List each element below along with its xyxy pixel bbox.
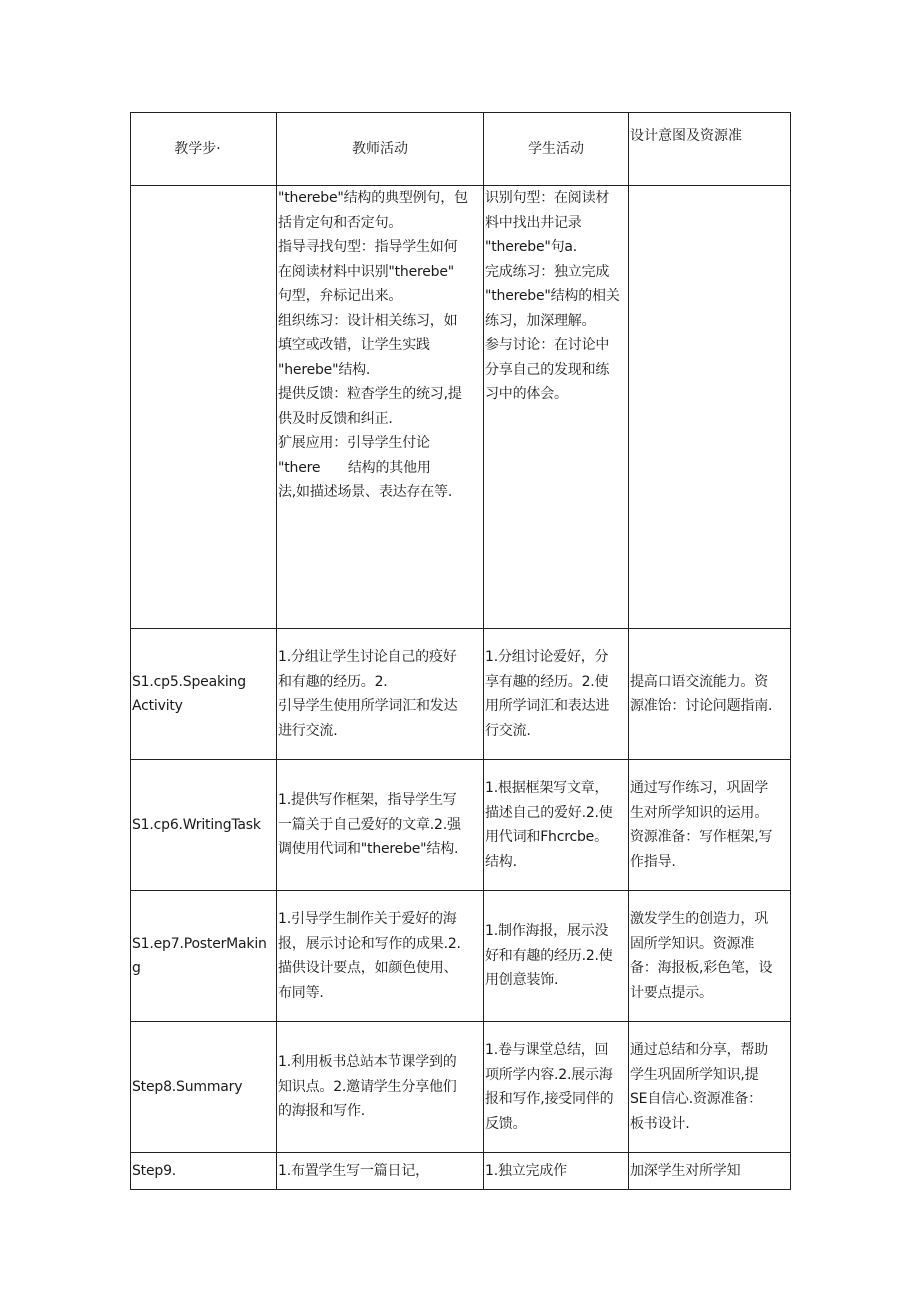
cell-text-line: 识别句型：在阅读材 [485,190,610,206]
teacher-activity-cell [277,186,484,629]
table-row [131,1153,791,1190]
teacher-activity-cell [277,891,484,1022]
design-intent-cell [629,186,791,629]
cell-text-line: 作指导. [630,853,676,870]
cell-text-line: 加深学生对所学知 [630,1162,741,1179]
cell-text-line: "therebe"结构的典型例句，包 [278,190,468,206]
header-design-intent: 设计意图及资源准 [629,113,791,186]
design-intent-cell [629,629,791,760]
cell-text-line: 1.布置学生写一篇日记， [278,1162,429,1179]
table-row [131,629,791,760]
cell-text-line: 供及时反馈和纠正. [278,410,393,427]
cell-text-line: S1.ep7.PosterMakin [132,935,267,952]
cell-text-line: 1.利用板书总站本节课学到的 [278,1054,457,1071]
cell-text-line: 和有趣的经历。2. [278,673,388,690]
cell-text-line: 知识点。2.邀请学生分享他们 [278,1078,457,1095]
cell-text-line: 分享自己的发现和练 [485,361,610,378]
step-cell [131,1022,277,1153]
cell-text-line: 用所学词汇和表达进 [485,698,610,714]
table-row [131,891,791,1022]
cell-text-line: 料中找出井记录 [485,214,582,231]
teacher-activity-cell [277,1153,484,1190]
cell-text-line: 报，展示讨论和写作的成果.2. [278,935,461,952]
cell-text-line: 习中的体会。 [485,386,568,402]
student-activity-cell [484,760,629,891]
cell-text-line: "there 结构的其他用 [278,459,431,476]
cell-text-line: 板书设计. [630,1115,690,1132]
cell-text-line: 1.引导学生制作关于爱好的海 [278,911,457,927]
header-teacher-activity: 教师活动 [277,113,484,186]
cell-text-line: 调使用代词和"therebe"结构. [278,841,459,858]
step-cell [131,186,277,629]
cell-text-line: 1.独立完成作 [485,1162,567,1179]
teacher-activity-cell [277,760,484,891]
table-row [131,1022,791,1153]
cell-text-line: 1.卷与课堂总结，回 [485,1042,609,1058]
cell-text-line: 句型，弁标记出来。 [278,288,403,304]
cell-text-line: 报和写作,接受同伴的 [485,1091,614,1107]
cell-text-line: 1.分组让学生讨论自己的疫好 [278,649,457,665]
cell-text-line: 参与讨论：在讨论中 [485,337,610,353]
cell-text-line: Activity [132,698,183,714]
cell-text-line: 享有趣的经历。2.使 [485,673,609,690]
cell-text-line: 激发学生的创造力，巩 [630,911,768,927]
table-row [131,760,791,891]
cell-text-line: 学生巩固所学知识,提 [630,1066,759,1083]
cell-text-line: 结构. [485,853,517,870]
cell-text-line: 括肯定句和否定句。 [278,214,403,231]
cell-text-line: 反馈。 [485,1115,527,1132]
cell-text-line: 固所学知识。资源准 [630,935,755,952]
student-activity-cell [484,1153,629,1190]
cell-text-line: 描供设计要点，如颜色使用、 [278,960,458,976]
cell-text-line: 进行交流. [278,722,338,739]
step-cell [131,1153,277,1190]
cell-text-line: 指导寻找句型：指导学生如何 [278,239,458,255]
cell-text-line: 完成练习：独立完成 [485,263,610,280]
design-intent-cell [629,1022,791,1153]
lesson-plan-table [130,112,791,1190]
cell-text-line: 备：海报板,彩色笔，设 [630,960,773,976]
cell-text-line: 生对所学知识的运用。 [630,804,768,821]
cell-text-line: 1.根据框架写文章， [485,780,609,796]
cell-text-line: 行交流. [485,722,531,739]
cell-text-line: S1.cp5.Speaking [132,673,246,690]
header-row [131,113,791,186]
cell-text-line: "therebe"句a. [485,239,578,255]
cell-text-line: 布同等. [278,984,324,1001]
step-cell [131,760,277,891]
cell-text-line: 提高口语交流能力。资 [630,673,768,690]
header-student-activity: 学生活动 [484,113,629,186]
design-intent-cell [629,760,791,891]
cell-text-line: 通过写作练习，巩固学 [630,780,768,796]
student-activity-cell [484,186,629,629]
cell-text-line: 通过总结和分享，帮助 [630,1042,768,1058]
cell-text-line: 练习，加深理解。 [485,312,596,329]
cell-text-line: "therebe"结构的相关 [485,288,620,304]
cell-text-line: 描述自己的爱好.2.使 [485,804,613,821]
header-step: 教学步· [131,113,277,186]
cell-text-line: 1.分组讨论爱好，分 [485,649,609,665]
cell-text-line: 源准饴：讨论问题指南. [630,698,773,714]
cell-text-line: 在阅读材料中识别"therebe" [278,263,455,280]
cell-text-line: SE自信心.资源准备： [630,1091,762,1107]
step-cell [131,629,277,760]
cell-text-line: 犷展应用：引导学生付论 [278,435,430,451]
cell-text-line: 的海报和写作. [278,1103,366,1120]
design-intent-cell [629,891,791,1022]
cell-text-line: 提供反馈：粒杳学生的统习,提 [278,386,462,402]
cell-text-line: "herebe"结构. [278,361,371,378]
cell-text-line: 用创意装饰. [485,972,559,989]
student-activity-cell [484,1022,629,1153]
cell-text-line: g [132,960,141,976]
student-activity-cell [484,891,629,1022]
teacher-activity-cell [277,1022,484,1153]
cell-text-line: 一篇关于自己爱好的文章.2.强 [278,816,461,833]
cell-text-line: 计要点提示。 [630,984,713,1001]
cell-text-line: Step9. [132,1162,177,1179]
cell-text-line: S1.cp6.WritingTask [132,816,261,833]
table-row [131,186,791,629]
cell-text-line: 引导学生使用所学词汇和发达 [278,698,458,714]
student-activity-cell [484,629,629,760]
cell-text-line: 填空或改错，让学生实践 [278,337,430,353]
step-cell [131,891,277,1022]
design-intent-cell [629,1153,791,1190]
cell-text-line: Step8.Summary [132,1078,243,1095]
teacher-activity-cell [277,629,484,760]
cell-text-line: 组织练习：设计相关练习，如 [278,312,458,329]
cell-text-line: 1.制作海报，展示没 [485,923,609,940]
cell-text-line: 好和有趣的经历.2.使 [485,947,613,964]
cell-text-line: 法,如描述场景、表达存在等. [278,484,453,500]
cell-text-line: 1.提供写作框架，指导学生写 [278,792,457,809]
cell-text-line: 用代词和Fhcrcbe。 [485,829,608,845]
cell-text-line: 项所学内容.2.展示海 [485,1066,613,1083]
cell-text-line: 资源准备：写作框架,写 [630,829,773,845]
